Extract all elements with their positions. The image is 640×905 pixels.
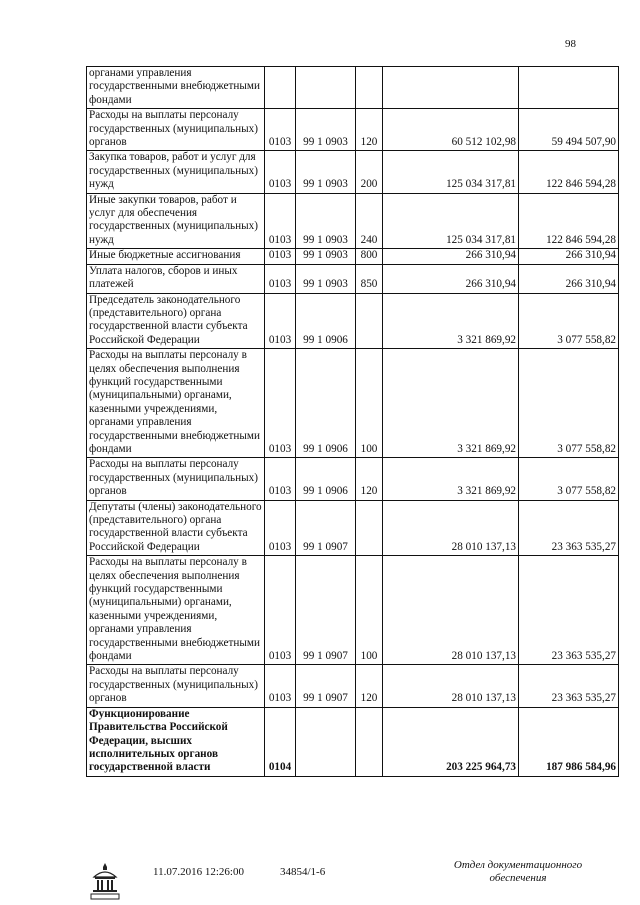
cell-name: Расходы на выплаты персоналу государственных (муниципальных) органов <box>87 109 265 151</box>
budget-table <box>86 66 619 777</box>
table-row <box>87 264 619 293</box>
cell-target-article: 99 1 0906 <box>296 293 356 349</box>
cell-target-article: 99 1 0903 <box>296 249 356 264</box>
cell-section-code <box>265 67 296 109</box>
cell-target-article: 99 1 0906 <box>296 458 356 500</box>
cell-expense-type: 100 <box>356 556 383 665</box>
cell-amount-1 <box>383 67 519 109</box>
cell-target-article: 99 1 0903 <box>296 193 356 249</box>
cell-name: Депутаты (члены) законодательного (представительного) органа государственной власти субъекта Российской Федерации <box>87 500 265 556</box>
cell-name: Расходы на выплаты персоналу государственных (муниципальных) органов <box>87 458 265 500</box>
cell-target-article: 99 1 0903 <box>296 264 356 293</box>
cell-section-code: 0103 <box>265 665 296 707</box>
cell-amount-2: 59 494 507,90 <box>519 109 619 151</box>
cell-amount-1: 266 310,94 <box>383 264 519 293</box>
cell-target-article: 99 1 0907 <box>296 500 356 556</box>
cell-name: Иные закупки товаров, работ и услуг для обеспечения государственных (муниципальных) нужд <box>87 193 265 249</box>
table-row <box>87 293 619 349</box>
cell-section-code: 0104 <box>265 707 296 776</box>
cell-amount-1: 125 034 317,81 <box>383 151 519 193</box>
cell-section-code: 0103 <box>265 500 296 556</box>
table-row <box>87 665 619 707</box>
cell-name: Уплата налогов, сборов и иных платежей <box>87 264 265 293</box>
cell-amount-2: 122 846 594,28 <box>519 151 619 193</box>
cell-amount-2 <box>519 67 619 109</box>
cell-expense-type: 120 <box>356 665 383 707</box>
table-row <box>87 556 619 665</box>
page-number: 98 <box>565 38 576 50</box>
cell-amount-1: 125 034 317,81 <box>383 193 519 249</box>
cell-amount-1: 60 512 102,98 <box>383 109 519 151</box>
table-row <box>87 707 619 776</box>
cell-amount-2: 266 310,94 <box>519 249 619 264</box>
cell-amount-2: 23 363 535,27 <box>519 556 619 665</box>
cell-amount-1: 3 321 869,92 <box>383 458 519 500</box>
table-row <box>87 193 619 249</box>
cell-target-article <box>296 67 356 109</box>
cell-section-code: 0103 <box>265 458 296 500</box>
cell-name: Функционирование Правительства Российской Федерации, высших исполнительных органов государственной власти <box>87 707 265 776</box>
cell-amount-2: 3 077 558,82 <box>519 293 619 349</box>
cell-amount-2: 3 077 558,82 <box>519 458 619 500</box>
footer-datetime: 11.07.2016 12:26:00 <box>153 866 244 878</box>
table-row <box>87 67 619 109</box>
cell-expense-type: 850 <box>356 264 383 293</box>
cell-amount-2: 3 077 558,82 <box>519 349 619 458</box>
duma-emblem-icon <box>88 861 122 901</box>
table-row <box>87 109 619 151</box>
cell-section-code: 0103 <box>265 249 296 264</box>
cell-expense-type: 200 <box>356 151 383 193</box>
cell-amount-1: 3 321 869,92 <box>383 293 519 349</box>
cell-amount-2: 23 363 535,27 <box>519 665 619 707</box>
cell-expense-type <box>356 67 383 109</box>
cell-section-code: 0103 <box>265 109 296 151</box>
cell-section-code: 0103 <box>265 349 296 458</box>
cell-amount-2: 122 846 594,28 <box>519 193 619 249</box>
footer-document-ref: 34854/1-6 <box>280 866 326 878</box>
table-row <box>87 349 619 458</box>
cell-name: Расходы на выплаты персоналу в целях обеспечения выполнения функций государственными (муниципальными) органами, казенными учреждениями, органами управления государственными внебюджетными фондами <box>87 556 265 665</box>
cell-name: Расходы на выплаты персоналу государственных (муниципальных) органов <box>87 665 265 707</box>
table-row <box>87 249 619 264</box>
cell-section-code: 0103 <box>265 193 296 249</box>
cell-expense-type <box>356 500 383 556</box>
cell-section-code: 0103 <box>265 264 296 293</box>
cell-target-article: 99 1 0903 <box>296 109 356 151</box>
cell-amount-1: 28 010 137,13 <box>383 665 519 707</box>
cell-expense-type: 240 <box>356 193 383 249</box>
cell-name: органами управления государственными внебюджетными фондами <box>87 67 265 109</box>
table-row <box>87 500 619 556</box>
cell-name: Председатель законодательного (представительного) органа государственной власти субъекта Российской Федерации <box>87 293 265 349</box>
cell-name: Закупка товаров, работ и услуг для государственных (муниципальных) нужд <box>87 151 265 193</box>
table-row <box>87 151 619 193</box>
cell-expense-type: 120 <box>356 458 383 500</box>
cell-target-article: 99 1 0906 <box>296 349 356 458</box>
cell-amount-2: 266 310,94 <box>519 264 619 293</box>
cell-expense-type <box>356 707 383 776</box>
footer-department: Отдел документационного обеспечения <box>453 859 583 884</box>
cell-name: Расходы на выплаты персоналу в целях обеспечения выполнения функций государственными (муниципальными) органами, казенными учреждениями, органами управления государственными внебюджетными фондами <box>87 349 265 458</box>
cell-expense-type <box>356 293 383 349</box>
cell-expense-type: 120 <box>356 109 383 151</box>
budget-table-body <box>87 67 619 777</box>
page-footer <box>0 845 640 905</box>
cell-amount-1: 28 010 137,13 <box>383 556 519 665</box>
cell-target-article: 99 1 0903 <box>296 151 356 193</box>
cell-amount-1: 28 010 137,13 <box>383 500 519 556</box>
table-row <box>87 458 619 500</box>
cell-expense-type: 800 <box>356 249 383 264</box>
cell-amount-1: 3 321 869,92 <box>383 349 519 458</box>
cell-section-code: 0103 <box>265 556 296 665</box>
cell-amount-1: 266 310,94 <box>383 249 519 264</box>
cell-section-code: 0103 <box>265 293 296 349</box>
cell-name: Иные бюджетные ассигнования <box>87 249 265 264</box>
cell-section-code: 0103 <box>265 151 296 193</box>
cell-target-article <box>296 707 356 776</box>
cell-target-article: 99 1 0907 <box>296 665 356 707</box>
cell-amount-2: 23 363 535,27 <box>519 500 619 556</box>
cell-expense-type: 100 <box>356 349 383 458</box>
cell-amount-1: 203 225 964,73 <box>383 707 519 776</box>
cell-target-article: 99 1 0907 <box>296 556 356 665</box>
cell-amount-2: 187 986 584,96 <box>519 707 619 776</box>
